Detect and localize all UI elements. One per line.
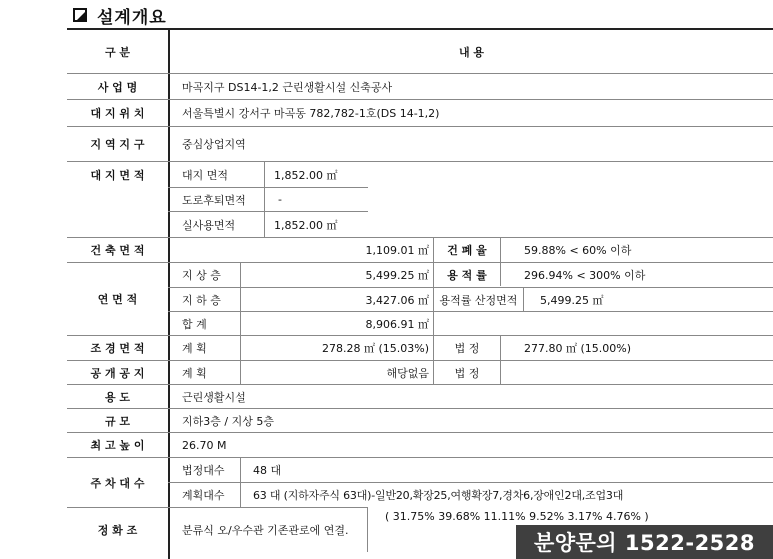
- floor-total-value: 8,906.91 ㎡: [365, 317, 429, 331]
- value-project-name: 마곡지구 DS14-1,2 근린생활시설 신축공사: [182, 80, 393, 94]
- label-far-area: 용적률 산정면적: [439, 293, 518, 307]
- label-zone: 지 역 지 구: [90, 138, 145, 151]
- site-area-value-1: -: [278, 193, 282, 206]
- section-title: [73, 4, 167, 26]
- value-coverage-ratio: 59.88% < 60% 이하: [524, 244, 632, 257]
- label-project-name: 사 업 명: [97, 80, 138, 94]
- value-use: 근린생활시설: [182, 390, 246, 404]
- site-area-value-0: 1,852.00 ㎡: [274, 168, 338, 182]
- site-area-value-2: 1,852.00 ㎡: [274, 218, 338, 232]
- value-building-area: 1,109.01 ㎡: [365, 244, 429, 257]
- label-scale: 규 모: [104, 414, 131, 428]
- public-space-plan-value: 해당없음: [386, 366, 429, 380]
- value-far-area: 5,499.25 ㎡: [540, 293, 604, 307]
- label-far: 용 적 률: [447, 269, 487, 282]
- label-site-area: 대 지 면 적: [90, 168, 145, 182]
- landscape-plan-value: 278.28 ㎡ (15.03%): [321, 342, 429, 355]
- value-location: 서울특별시 강서구 마곡동 782,782-1호(DS 14-1,2): [182, 107, 440, 120]
- parking-plan-value: 63 대 (지하자주식 63대)-일반20,확장25,여행확장7,경차6,장애인2대,조업3대: [253, 489, 624, 502]
- label-parking: 주 차 대 수: [90, 476, 145, 490]
- label-building-area: 건 축 면 적: [90, 244, 145, 257]
- floor-above-value: 5,499.25 ㎡: [365, 269, 429, 282]
- landscape-plan-label: 계 획: [182, 342, 207, 355]
- floor-below-value: 3,427.06 ㎡: [365, 293, 429, 307]
- promo-banner-text: 분양문의 1522-2528: [533, 531, 756, 555]
- value-septic: 분류식 오/우수관 기존관로에 연결.: [182, 524, 349, 537]
- parking-plan-label: 계획대수: [182, 489, 225, 502]
- site-area-name-2: 실사용면적: [182, 218, 236, 232]
- section-title-text: 설계개요: [97, 7, 167, 28]
- label-floor-area: 연 면 적: [97, 293, 138, 306]
- public-space-plan-label: 계 획: [182, 366, 207, 380]
- label-column-divider: [168, 30, 170, 559]
- label-coverage-ratio: 건 폐 율: [447, 244, 487, 257]
- parking-percent-line: ( 31.75% 39.68% 11.11% 9.52% 3.17% 4.76% ): [385, 509, 649, 523]
- header-content: 내 용: [458, 45, 485, 59]
- label-landscape: 조 경 면 적: [90, 342, 145, 355]
- header-category: 구 분: [104, 45, 131, 59]
- floor-above-name: 지 상 층: [182, 269, 221, 282]
- value-far: 296.94% < 300% 이하: [524, 269, 646, 282]
- floor-below-name: 지 하 층: [182, 293, 221, 307]
- floor-total-name: 합 계: [182, 317, 207, 331]
- parking-legal-label: 법정대수: [182, 464, 225, 477]
- label-septic: 정 화 조: [97, 524, 138, 537]
- value-zone: 중심상업지역: [182, 138, 246, 151]
- value-max-height: 26.70 M: [182, 438, 227, 452]
- label-location: 대 지 위 치: [90, 107, 145, 120]
- promo-banner: [516, 525, 773, 559]
- edit-square-icon: [73, 8, 87, 22]
- site-area-name-0: 대지 면적: [182, 168, 229, 182]
- public-space-legal-label: 법 정: [454, 366, 480, 380]
- landscape-legal-value: 277.80 ㎡ (15.00%): [524, 342, 632, 355]
- label-public-space: 공 개 공 지: [90, 366, 145, 380]
- site-area-name-1: 도로후퇴면적: [182, 193, 246, 207]
- parking-legal-value: 48 대: [253, 464, 282, 477]
- label-use: 용 도: [104, 390, 131, 404]
- value-scale: 지하3층 / 지상 5층: [182, 414, 274, 428]
- landscape-legal-label: 법 정: [454, 342, 480, 355]
- label-max-height: 최 고 높 이: [90, 439, 145, 452]
